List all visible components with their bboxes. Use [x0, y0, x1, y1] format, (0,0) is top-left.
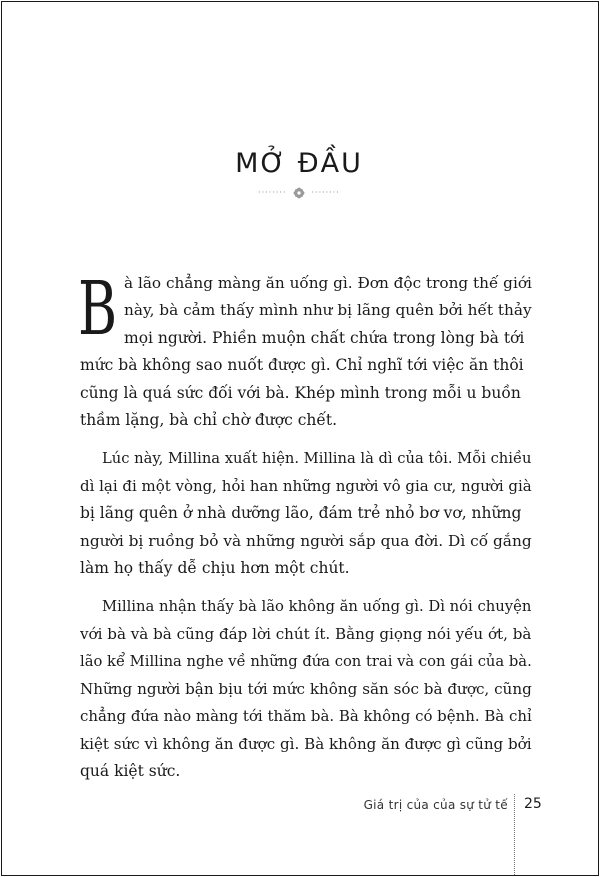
- text-line: quá kiệt sức.: [80, 761, 181, 780]
- text-line: à lão chẳng màng ăn uống gì. Đơn độc trong thế giới: [124, 274, 532, 292]
- drop-cap: B: [78, 266, 118, 352]
- text-line: Những người bận bịu tới mức không săn sóc bà được, cũng: [80, 679, 532, 698]
- text-line: Millina nhận thấy bà lão không ăn uống gì. Dì nói chuyện: [102, 598, 532, 616]
- text-line: bị lãng quên ở nhà dưỡng lão, đám trẻ nhỏ bơ vơ, những: [80, 504, 522, 523]
- ornament-dots-left: ········: [258, 188, 287, 197]
- paragraph-1: [78, 266, 532, 434]
- text-line: mức bà không sao nuốt được gì. Chỉ nghĩ tới việc ăn thôi: [80, 356, 524, 375]
- text-line: dì lại đi một vòng, hỏi han những người vô gia cư, người già: [80, 476, 532, 495]
- text-line: kiệt sức vì không ăn được gì. Bà không ăn được gì cũng bởi: [80, 734, 532, 753]
- title-ornament: [0, 186, 598, 200]
- paragraph-2: [80, 445, 532, 582]
- flower-icon: [293, 187, 305, 199]
- text-line: Lúc này, Millina xuất hiện. Millina là dì của tôi. Mỗi chiều: [102, 450, 532, 468]
- ornament-dots-right: ········: [311, 188, 340, 197]
- text-line: làm họ thấy dễ chịu hơn một chút.: [80, 559, 350, 578]
- running-title: Giá trị của của sự tử tế: [363, 798, 508, 812]
- text-line: mọi người. Phiền muộn chất chứa trong lòng bà tới: [124, 328, 525, 347]
- text-line: chẳng đứa nào màng tới thăm bà. Bà không có bệnh. Bà chỉ: [80, 707, 532, 726]
- paragraph-3: [80, 593, 532, 785]
- chapter-title: MỞ ĐẦU: [235, 148, 363, 179]
- page-number: 25: [524, 796, 542, 812]
- body-text: [78, 266, 532, 785]
- text-line: này, bà cảm thấy mình như bị lãng quên bởi hết thảy: [124, 301, 532, 320]
- text-line: người bị ruồng bỏ và những người sắp qua đời. Dì cố gắng: [80, 531, 532, 550]
- text-line: thầm lặng, bà chỉ chờ được chết.: [80, 411, 338, 430]
- text-line: với bà và bà cũng đáp lời chút ít. Bằng giọng nói yếu ớt, bà: [80, 624, 532, 643]
- text-line: lão kể Millina nghe về những đứa con trai và con gái của bà.: [80, 653, 532, 671]
- text-line: cũng là quá sức đối với bà. Khép mình trong mỗi u buồn: [80, 383, 521, 402]
- footer-divider: [514, 794, 515, 875]
